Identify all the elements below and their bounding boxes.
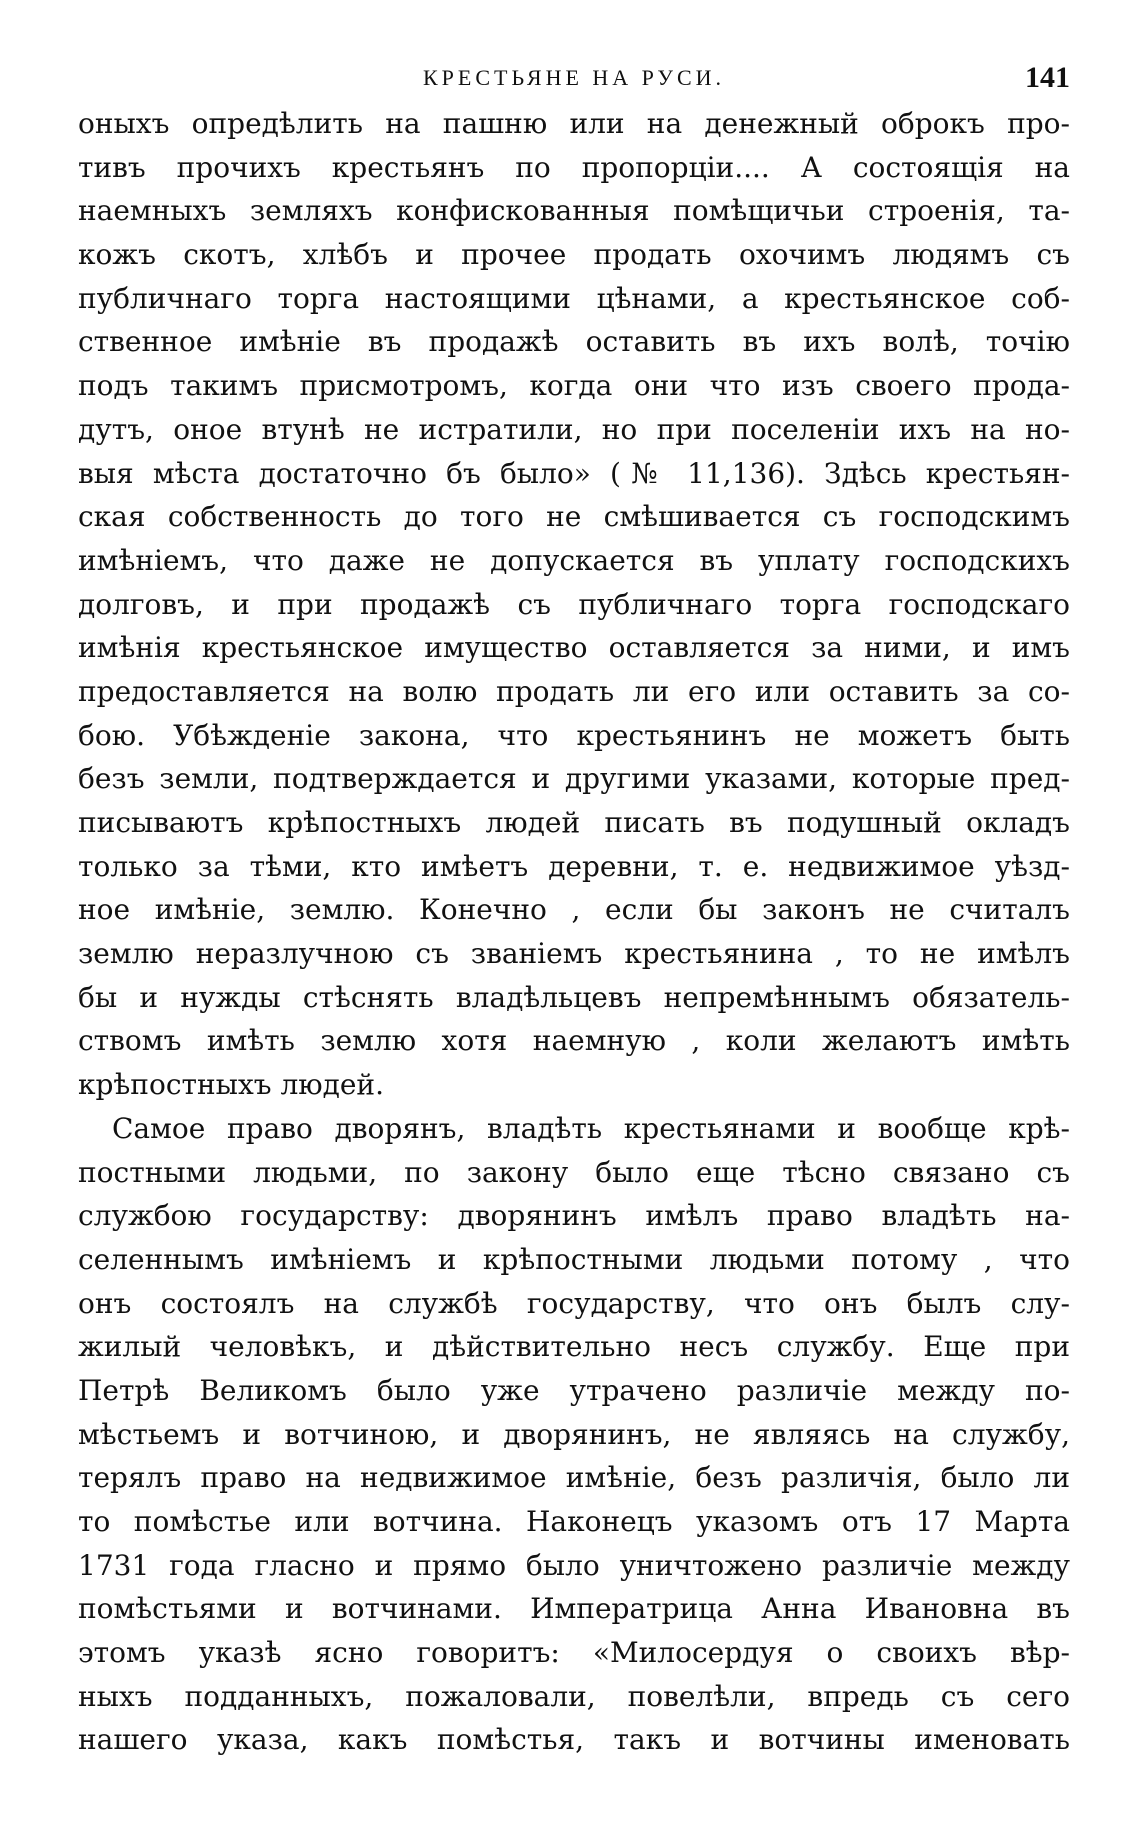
text-line: крѣпостныхъ людей. [78,1068,384,1102]
text-line: ская собственность до того не смѣшивается съ господскимъ [78,500,1070,534]
text-line: постными людьми, по закону было еще тѣсно связано съ [78,1155,1070,1189]
text-line: Самое право дворянъ, владѣть крестьянами и вообще крѣ- [112,1111,1070,1145]
text-line: мѣстьемъ и вотчиною, и дворянинъ, не являясь на службу, [78,1417,1070,1451]
text-line: то помѣстье или вотчина. Наконецъ указомъ отъ 17 Марта [78,1505,1070,1538]
text-line: 1731 года гласно и прямо было уничтожено различіе между [78,1548,1070,1582]
text-line: службою государству: дворянинъ имѣлъ право владѣть на- [78,1199,1070,1233]
text-line: ствомъ имѣть землю хотя наемную , коли желаютъ имѣть [78,1024,1070,1058]
text-line: бою. Убѣжденіе закона, что крестьянинъ не можетъ быть [78,718,1070,752]
text-line: долговъ, и при продажѣ съ публичнаго торга господскаго [78,587,1070,621]
text-line: выя мѣста достаточно бъ было» (№ 11,136). Здѣсь крестьян- [78,456,1070,490]
running-title: КРЕСТЬЯНЕ НА РУСИ. [422,65,726,90]
text-line: оныхъ опредѣлить на пашню или на денежный оброкъ про- [78,107,1070,140]
text-line: писываютъ крѣпостныхъ людей писать въ подушный окладъ [78,806,1070,839]
text-line: безъ земли, подтверждается и другими указами, которые пред- [78,762,1070,796]
text-line: жилый человѣкъ, и дѣйствительно несъ службу. Еще при [78,1330,1070,1364]
page-number: 141 [1025,61,1070,94]
text-line: этомъ указѣ ясно говоритъ: «Милосердуя о своихъ вѣр- [78,1636,1070,1670]
text-line: ное имѣніе, землю. Конечно , если бы законъ не считалъ [78,893,1070,927]
text-line: нашего указа, какъ помѣстья, такъ и вотчины именовать [78,1723,1070,1757]
text-line: дутъ, оное втунѣ не истратили, но при поселеніи ихъ на но- [78,412,1070,446]
text-line: наемныхъ земляхъ конфискованныя помѣщичьи строенія, та- [78,194,1070,228]
text-line: тивъ прочихъ крестьянъ по пропорціи.... А состоящія на [78,150,1070,184]
text-line: помѣстьями и вотчинами. Императрица Анна Ивановна въ [78,1592,1070,1626]
text-line: имѣніемъ, что даже не допускается въ уплату господскихъ [78,543,1070,577]
text-line: селеннымъ имѣніемъ и крѣпостными людьми потому , что [78,1242,1070,1276]
text-line: ственное имѣніе въ продажѣ оставить въ ихъ волѣ, точію [78,325,1070,359]
body-text [78,102,1070,1762]
text-line: имѣнія крестьянское имущество оставляется за ними, и имъ [78,631,1070,665]
text-line: кожъ скотъ, хлѣбъ и прочее продать охочимъ людямъ съ [78,238,1070,272]
text-line: предоставляется на волю продать ли его или оставить за со- [78,674,1070,708]
text-line: публичнаго торга настоящими цѣнами, а крестьянское соб- [78,281,1070,315]
text-line: ныхъ подданныхъ, пожаловали, повелѣли, впредь съ сего [78,1679,1070,1713]
text-line: онъ состоялъ на службѣ государству, что онъ былъ слу- [78,1286,1070,1320]
text-line: подъ такимъ присмотромъ, когда они что изъ своего прода- [78,369,1070,403]
text-line: терялъ право на недвижимое имѣніе, безъ различія, было ли [78,1461,1070,1495]
text-line: только за тѣми, кто имѣетъ деревни, т. е. недвижимое уѣзд- [78,849,1070,883]
text-line: землю неразлучною съ званіемъ крестьянина , то не имѣлъ [78,937,1070,971]
text-line: бы и нужды стѣснять владѣльцевъ непремѣннымъ обязатель- [78,980,1070,1014]
running-header [78,58,1070,98]
text-line: Петрѣ Великомъ было уже утрачено различіе между по- [78,1373,1070,1407]
